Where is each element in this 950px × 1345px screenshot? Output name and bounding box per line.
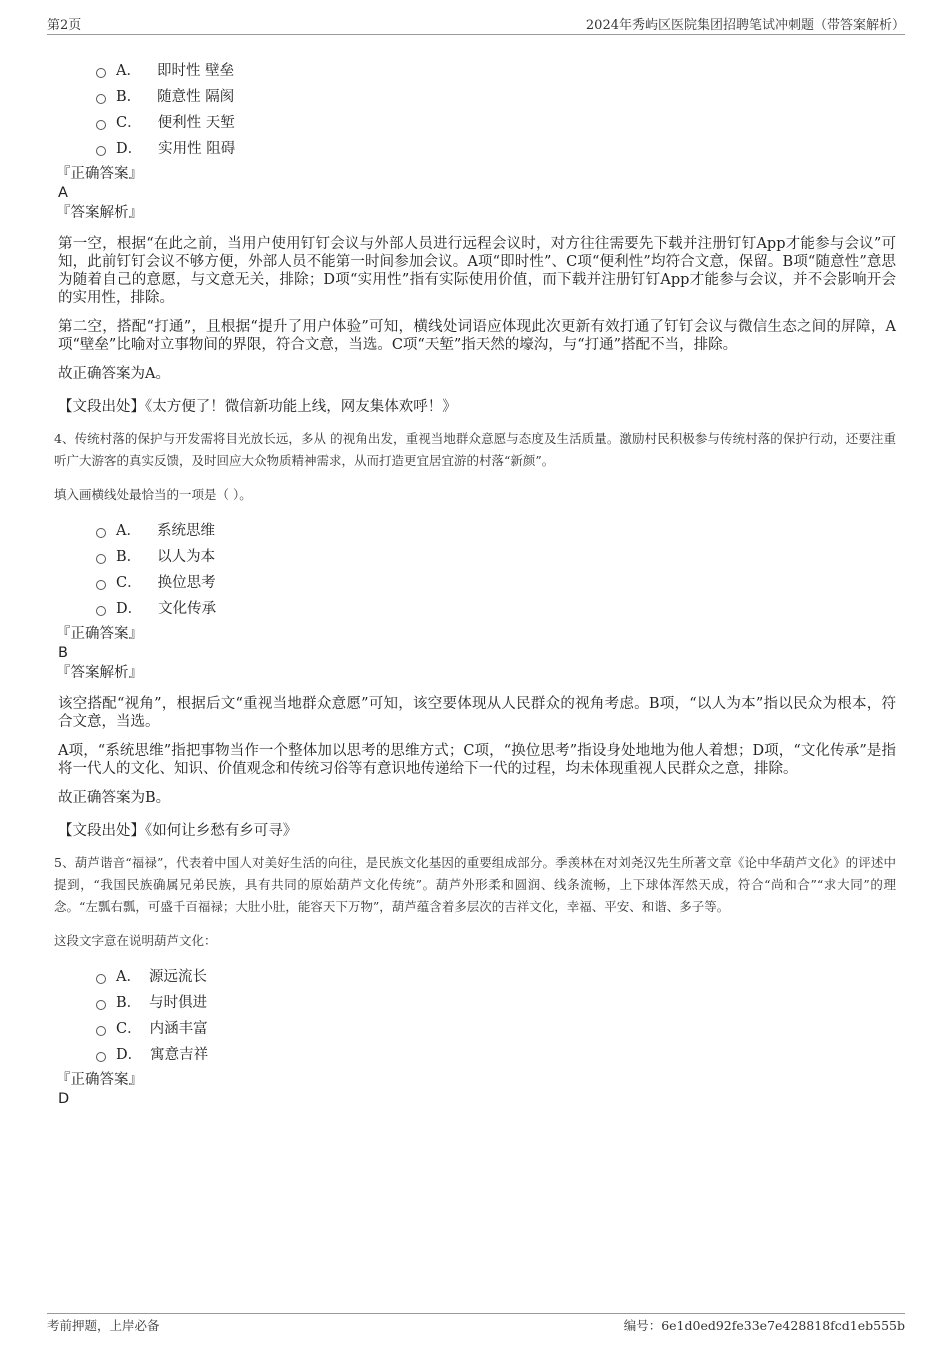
q4-analysis-p3: 故正确答案为B。: [58, 790, 171, 806]
q4-source: 【文段出处】《如何让乡愁有乡可寻》: [58, 823, 298, 839]
q3-analysis-p2: 第二空，搭配“打通”，且根据“提升了用户体验”可知，横线处词语应体现此次更新有效打通了钉钉会议与微信生态之间的屏障，A项“壁垒”比喻对立事物间的界限，符合文意，当选。C项“天堑”指天然的壕沟，与“打通”搭配不当，排除。: [58, 319, 896, 353]
radio-icon[interactable]: [96, 146, 106, 156]
q5-option-a[interactable]: A． 源远流长: [96, 964, 896, 990]
q5-options: [96, 964, 896, 1068]
q4-option-b[interactable]: B． 以人为本: [96, 544, 896, 570]
q5-option-b[interactable]: B． 与时俱进: [96, 990, 896, 1016]
q4-prompt: 填入画横线处最恰当的一项是（ ）。: [54, 487, 252, 502]
radio-icon[interactable]: [96, 120, 106, 130]
radio-icon[interactable]: [96, 68, 106, 78]
radio-icon[interactable]: [96, 554, 106, 564]
q3-option-d[interactable]: D． 实用性 阻碍: [96, 136, 896, 162]
q5-text: 5、葫芦谐音“福禄”，代表着中国人对美好生活的向往，是民族文化基因的重要组成部分。季羡林在对刘尧汉先生所著文章《论中华葫芦文化》的评述中提到，“我国民族确属兄弟民族，具有共同的原始葫芦文化传统”。葫芦外形柔和圆润、线条流畅，上下球体浑然天成，符合“尚和合”“求大同”的理念。“左瓢右瓢，可盛千百福禄；大肚小肚，能容天下万物”，葫芦蕴含着多层次的吉祥文化，幸福、平安、和谐、多子等。: [54, 855, 896, 914]
page-number: 第2页: [47, 18, 82, 33]
footer-slogan: 考前押题，上岸必备: [47, 1318, 160, 1333]
q3-analysis-p1: 第一空，根据“在此之前，当用户使用钉钉会议与外部人员进行远程会议时，对方往往需要先下载并注册钉钉App才能参与会议”可知，此前钉钉会议不够方便，外部人员不能第一时间参加会议。A项“即时性”、C项“便利性”均符合文意，保留。B项“随意性”意思为随着自己的意愿，与文意无关，排除；D项“实用性”指有实际使用价值，而下载并注册钉钉App才能参与会议，并不会影响开会的实用性，排除。: [58, 236, 896, 306]
q3-source: 【文段出处】《太方便了！微信新功能上线，网友集体欢呼！》: [58, 399, 457, 415]
q4-option-a[interactable]: A． 系统思维: [96, 518, 896, 544]
q3-option-c[interactable]: C． 便利性 天堑: [96, 110, 896, 136]
radio-icon[interactable]: [96, 1052, 106, 1062]
q4-option-c[interactable]: C． 换位思考: [96, 570, 896, 596]
q3-option-b[interactable]: B． 随意性 隔阂: [96, 84, 896, 110]
q4-answer: B: [58, 645, 68, 661]
q4-option-d[interactable]: D． 文化传承: [96, 596, 896, 622]
q5-answer-label: 『正确答案』: [56, 1072, 143, 1088]
q4-analysis-label: 『答案解析』: [56, 665, 143, 681]
radio-icon[interactable]: [96, 606, 106, 616]
document-code: 编号：6e1d0ed92fe33e7e428818fcd1eb555b: [623, 1318, 905, 1333]
document-title: 2024年秀屿区医院集团招聘笔试冲刺题（带答案解析）: [585, 18, 905, 33]
q5-answer: D: [58, 1091, 70, 1107]
radio-icon[interactable]: [96, 974, 106, 984]
q5-option-c[interactable]: C． 内涵丰富: [96, 1016, 896, 1042]
radio-icon[interactable]: [96, 94, 106, 104]
q3-answer: A: [58, 185, 68, 201]
q5-prompt: 这段文字意在说明葫芦文化：: [54, 933, 217, 948]
q5-option-d[interactable]: D． 寓意吉祥: [96, 1042, 896, 1068]
q4-options: [96, 518, 896, 622]
q4-analysis-p1: 该空搭配“视角”，根据后文“重视当地群众意愿”可知，该空要体现从人民群众的视角考虑。B项，“以人为本”指以民众为根本，符合文意，当选。: [58, 696, 896, 730]
q4-answer-label: 『正确答案』: [56, 626, 143, 642]
radio-icon[interactable]: [96, 1026, 106, 1036]
q3-options: [96, 58, 896, 162]
q3-answer-label: 『正确答案』: [56, 166, 143, 182]
q4-analysis-p2: A项，“系统思维”指把事物当作一个整体加以思考的思维方式；C项，“换位思考”指设身处地地为他人着想；D项，“文化传承”是指将一代人的文化、知识、价值观念和传统习俗等有意识地传递给下一代的过程，均未体现重视人民群众之意，排除。: [58, 743, 896, 777]
radio-icon[interactable]: [96, 528, 106, 538]
page-content: [56, 58, 896, 1108]
page-footer: [47, 1313, 905, 1333]
q3-analysis-label: 『答案解析』: [56, 205, 143, 221]
radio-icon[interactable]: [96, 1000, 106, 1010]
q3-analysis-p3: 故正确答案为A。: [58, 366, 170, 382]
q4-text: 4、传统村落的保护与开发需将目光放长远，多从 的视角出发，重视当地群众意愿与态度及生活质量。激励村民积极参与传统村落的保护行动，还要注重听广大游客的真实反馈，及时回应大众物质精神需求，从而打造更宜居宜游的村落“新颜”。: [54, 431, 896, 468]
page-header: [47, 14, 905, 35]
q3-option-a[interactable]: A． 即时性 壁垒: [96, 58, 896, 84]
radio-icon[interactable]: [96, 580, 106, 590]
